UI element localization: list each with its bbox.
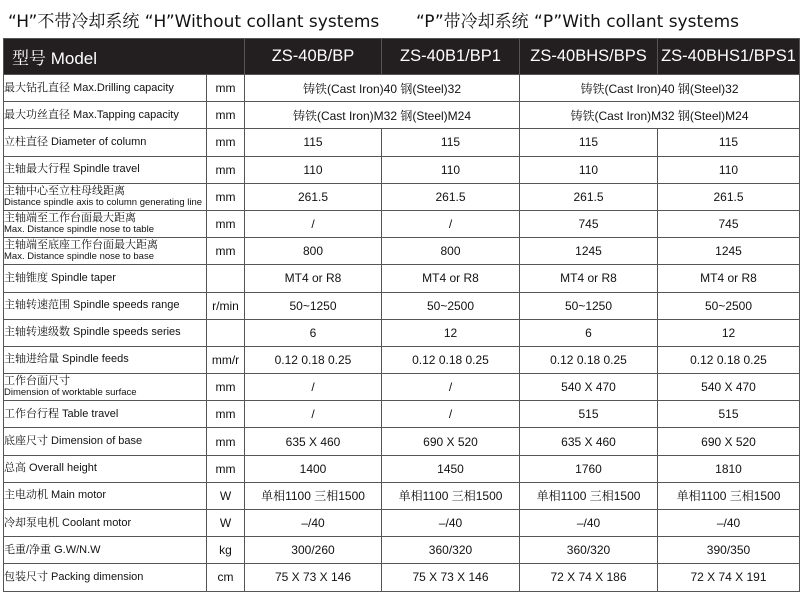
- row-unit: mm: [207, 129, 245, 156]
- row-value-col-1: 800: [245, 238, 382, 265]
- row-label: [4, 346, 207, 373]
- row-label: [4, 156, 207, 183]
- row-label-sub: Max. Distance spindle nose to base: [4, 251, 154, 263]
- row-value-col-4: 1810: [658, 455, 800, 482]
- model-col-4: ZS-40BHS1/BPS1: [658, 39, 800, 75]
- row-label: [4, 537, 207, 564]
- row-value-col-2: 690 X 520: [382, 428, 520, 455]
- row-unit: mm: [207, 374, 245, 401]
- row-value-right: 铸铁(Cast Iron)40 钢(Steel)32: [520, 75, 800, 102]
- table-row: [4, 346, 800, 373]
- row-value-col-4: 50~2500: [658, 292, 800, 319]
- row-label-main: 立柱直径 Diameter of column: [4, 135, 147, 148]
- row-value-col-3: 360/320: [520, 537, 658, 564]
- row-label-main: 包装尺寸 Packing dimension: [4, 570, 144, 583]
- row-value-col-3: 261.5: [520, 183, 658, 210]
- model-header: 型号 Model: [4, 39, 245, 75]
- row-label-sub: Max. Distance spindle nose to table: [4, 224, 154, 236]
- row-label-main: 主轴转速级数 Spindle speeds series: [4, 326, 181, 339]
- row-unit: [207, 265, 245, 292]
- row-value-col-2: /: [382, 210, 520, 237]
- row-value-col-1: 110: [245, 156, 382, 183]
- row-unit: mm: [207, 75, 245, 102]
- row-value-col-3: 72 X 74 X 186: [520, 564, 658, 591]
- row-value-col-4: 690 X 520: [658, 428, 800, 455]
- row-value-col-3: 515: [520, 401, 658, 428]
- row-label: [4, 129, 207, 156]
- row-value-col-4: 72 X 74 X 191: [658, 564, 800, 591]
- table-row: [4, 537, 800, 564]
- caption-bar: [0, 0, 800, 36]
- row-value-col-2: /: [382, 374, 520, 401]
- row-value-col-3: 单相1100 三相1500: [520, 482, 658, 509]
- row-label-main: 主轴中心至立柱母线距离: [4, 184, 125, 197]
- row-value-col-1: 115: [245, 129, 382, 156]
- row-value-col-3: 6: [520, 319, 658, 346]
- row-value-col-2: 261.5: [382, 183, 520, 210]
- row-label-main: 冷却泵电机 Coolant motor: [4, 516, 132, 529]
- row-unit: mm: [207, 401, 245, 428]
- table-row: [4, 401, 800, 428]
- spec-table: [3, 38, 800, 592]
- row-value-left: 铸铁(Cast Iron)M32 钢(Steel)M24: [245, 102, 520, 129]
- row-value-col-4: –/40: [658, 510, 800, 537]
- table-row: [4, 102, 800, 129]
- row-label: [4, 265, 207, 292]
- row-value-col-3: 745: [520, 210, 658, 237]
- row-value-col-3: 110: [520, 156, 658, 183]
- row-label: [4, 374, 207, 401]
- row-label: [4, 319, 207, 346]
- row-label-main: 总高 Overall height: [4, 462, 97, 475]
- row-value-col-1: 单相1100 三相1500: [245, 482, 382, 509]
- row-value-col-1: 300/260: [245, 537, 382, 564]
- row-label-main: 主电动机 Main motor: [4, 489, 107, 502]
- row-value-col-1: 6: [245, 319, 382, 346]
- row-value-col-1: 261.5: [245, 183, 382, 210]
- row-value-col-1: /: [245, 210, 382, 237]
- row-value-col-4: 1245: [658, 238, 800, 265]
- row-value-col-2: 75 X 73 X 146: [382, 564, 520, 591]
- row-value-col-2: /: [382, 401, 520, 428]
- row-unit: [207, 319, 245, 346]
- row-value-col-3: 0.12 0.18 0.25: [520, 346, 658, 373]
- row-value-col-1: MT4 or R8: [245, 265, 382, 292]
- row-value-col-4: 115: [658, 129, 800, 156]
- row-value-col-1: 0.12 0.18 0.25: [245, 346, 382, 373]
- table-row: [4, 455, 800, 482]
- row-label-main: 底座尺寸 Dimension of base: [4, 435, 143, 448]
- row-label: [4, 183, 207, 210]
- row-label: [4, 564, 207, 591]
- row-value-col-2: 0.12 0.18 0.25: [382, 346, 520, 373]
- row-value-col-3: 115: [520, 129, 658, 156]
- row-value-col-1: /: [245, 401, 382, 428]
- row-unit: W: [207, 510, 245, 537]
- row-value-col-2: 360/320: [382, 537, 520, 564]
- row-value-col-2: 50~2500: [382, 292, 520, 319]
- row-unit: cm: [207, 564, 245, 591]
- table-row: [4, 319, 800, 346]
- row-value-col-2: 800: [382, 238, 520, 265]
- row-value-col-3: MT4 or R8: [520, 265, 658, 292]
- row-value-col-2: 12: [382, 319, 520, 346]
- table-row: [4, 156, 800, 183]
- row-value-right: 铸铁(Cast Iron)M32 钢(Steel)M24: [520, 102, 800, 129]
- table-row: [4, 292, 800, 319]
- row-label: [4, 510, 207, 537]
- row-label: [4, 401, 207, 428]
- table-row: [4, 510, 800, 537]
- without-coolant-caption: “H”不带冷却系统 “H”Without collant systems: [8, 12, 380, 32]
- row-label: [4, 482, 207, 509]
- row-label-sub: Distance spindle axis to column generating line: [4, 196, 203, 208]
- row-unit: mm: [207, 238, 245, 265]
- row-unit: mm/r: [207, 346, 245, 373]
- row-value-left: 铸铁(Cast Iron)40 钢(Steel)32: [245, 75, 520, 102]
- row-value-col-1: –/40: [245, 510, 382, 537]
- row-unit: W: [207, 482, 245, 509]
- row-unit: mm: [207, 428, 245, 455]
- row-value-col-4: 单相1100 三相1500: [658, 482, 800, 509]
- row-label-main: 工作台面尺寸: [4, 375, 70, 388]
- row-label: 最大功丝直径 Max.Tapping capacity: [4, 102, 207, 129]
- model-col-1: ZS-40B/BP: [245, 39, 382, 75]
- row-value-col-4: MT4 or R8: [658, 265, 800, 292]
- row-label: 最大钻孔直径 Max.Drilling capacity: [4, 75, 207, 102]
- spec-body: [4, 75, 800, 592]
- row-unit: mm: [207, 455, 245, 482]
- row-unit: kg: [207, 537, 245, 564]
- row-label: [4, 238, 207, 265]
- row-value-col-4: 540 X 470: [658, 374, 800, 401]
- row-label-main: 主轴端至底座工作台面最大距离: [4, 239, 158, 252]
- row-label: [4, 210, 207, 237]
- row-unit: r/min: [207, 292, 245, 319]
- table-row: [4, 428, 800, 455]
- table-row: [4, 75, 800, 102]
- row-value-col-4: 390/350: [658, 537, 800, 564]
- row-value-col-1: 1400: [245, 455, 382, 482]
- row-value-col-3: 635 X 460: [520, 428, 658, 455]
- row-value-col-4: 745: [658, 210, 800, 237]
- table-row: [4, 210, 800, 237]
- row-label-main: 主轴最大行程 Spindle travel: [4, 163, 140, 176]
- row-label-main: 毛重/净重 G.W/N.W: [4, 543, 101, 556]
- row-unit: mm: [207, 102, 245, 129]
- row-value-col-1: 635 X 460: [245, 428, 382, 455]
- row-value-col-1: 50~1250: [245, 292, 382, 319]
- table-row: [4, 564, 800, 591]
- table-row: [4, 374, 800, 401]
- row-unit: mm: [207, 156, 245, 183]
- row-label-main: 主轴端至工作台面最大距离: [4, 212, 136, 225]
- row-unit: mm: [207, 183, 245, 210]
- model-col-2: ZS-40B1/BP1: [382, 39, 520, 75]
- row-unit: mm: [207, 210, 245, 237]
- table-row: [4, 238, 800, 265]
- row-label: [4, 292, 207, 319]
- row-label-main: 主轴转速范围 Spindle speeds range: [4, 299, 180, 312]
- table-row: [4, 129, 800, 156]
- row-label-main: 主轴锥度 Spindle taper: [4, 271, 116, 284]
- row-value-col-3: –/40: [520, 510, 658, 537]
- row-label-main: 主轴进给量 Spindle feeds: [4, 353, 129, 366]
- row-label-sub: Dimension of worktable surface: [4, 387, 137, 399]
- row-label: [4, 455, 207, 482]
- row-value-col-3: 540 X 470: [520, 374, 658, 401]
- row-value-col-4: 12: [658, 319, 800, 346]
- row-value-col-2: 110: [382, 156, 520, 183]
- row-value-col-2: 1450: [382, 455, 520, 482]
- model-col-3: ZS-40BHS/BPS: [520, 39, 658, 75]
- row-value-col-1: 75 X 73 X 146: [245, 564, 382, 591]
- row-value-col-4: 261.5: [658, 183, 800, 210]
- row-value-col-4: 0.12 0.18 0.25: [658, 346, 800, 373]
- row-value-col-2: –/40: [382, 510, 520, 537]
- table-row: [4, 183, 800, 210]
- row-value-col-3: 50~1250: [520, 292, 658, 319]
- row-label-main: 工作台行程 Table travel: [4, 407, 119, 420]
- header-row: [4, 39, 800, 75]
- row-value-col-2: 115: [382, 129, 520, 156]
- row-value-col-4: 110: [658, 156, 800, 183]
- row-label: [4, 428, 207, 455]
- row-value-col-3: 1760: [520, 455, 658, 482]
- table-row: [4, 265, 800, 292]
- with-coolant-caption: “P”带冷却系统 “P”With collant systems: [416, 12, 740, 32]
- row-value-col-3: 1245: [520, 238, 658, 265]
- row-value-col-2: MT4 or R8: [382, 265, 520, 292]
- row-value-col-4: 515: [658, 401, 800, 428]
- row-value-col-1: /: [245, 374, 382, 401]
- row-value-col-2: 单相1100 三相1500: [382, 482, 520, 509]
- table-row: [4, 482, 800, 509]
